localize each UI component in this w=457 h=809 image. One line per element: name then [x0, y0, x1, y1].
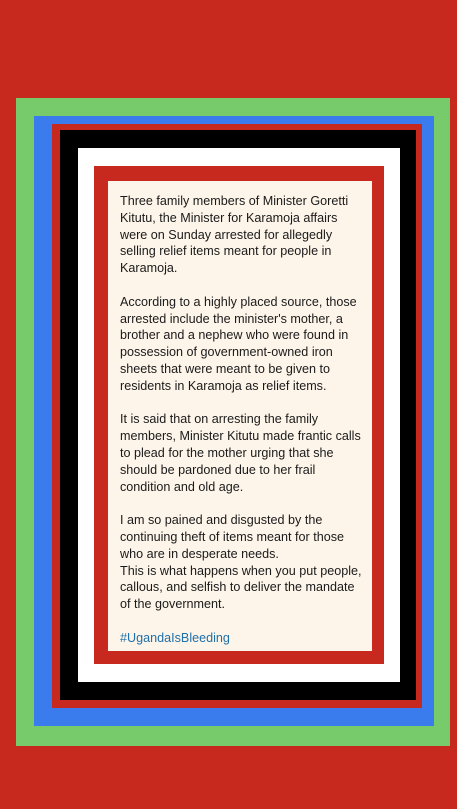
post-text-card: [108, 181, 372, 651]
post-paragraph-2: According to a highly placed source, those arrested include the minister's mother, a brother and a nephew who were found in possession of government-owned iron sheets that were meant to be given to residents in Karamoja as relief items.: [120, 294, 357, 393]
post-paragraph-5: This is what happens when you put people, callous, and selfish to deliver the mandate of the government.: [120, 563, 362, 612]
post-paragraph-4: I am so pained and disgusted by the continuing theft of items meant for those who are in desperate needs.: [120, 513, 345, 561]
post-paragraph-1: Three family members of Minister Goretti Kitutu, the Minister for Karamoja affairs were on Sunday arrested for allegedly selling relief items meant for people in Karamoja.: [120, 194, 349, 276]
hashtag-link[interactable]: #UgandaIsBleeding: [120, 630, 230, 645]
post-paragraph-3: It is said that on arresting the family members, Minister Kitutu made frantic calls to plead for the mother urging that she should be pardoned due to her frail condition and old age.: [120, 412, 361, 494]
